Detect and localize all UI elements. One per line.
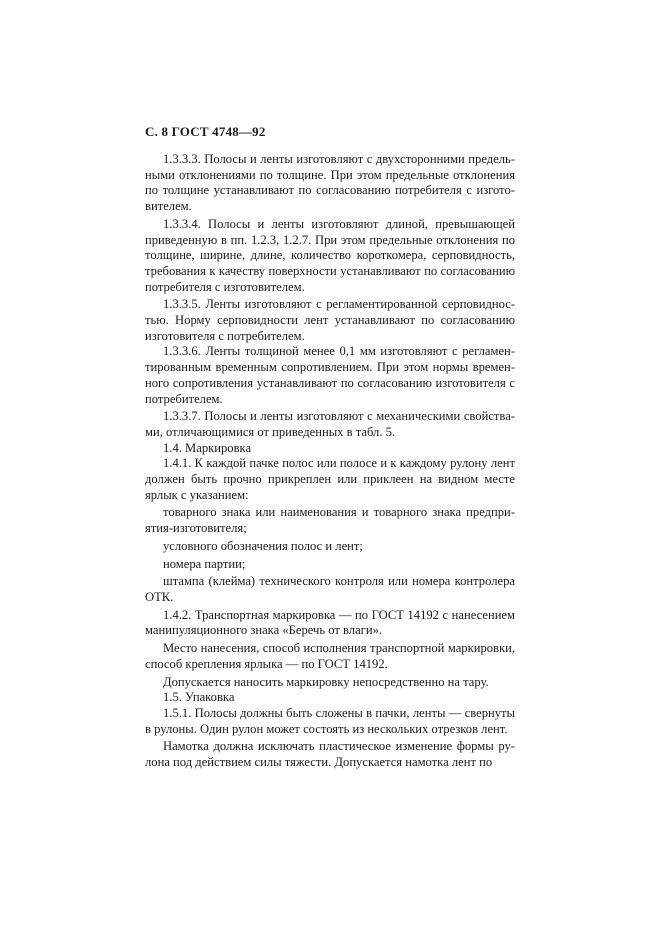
paragraph-1-3-3-4: 1.3.3.4. Полосы и ленты изготовляют длиной, превышающей приведенную в пп. 1.2.3, 1.2.7. При этом предельные отклонения по толщине, ширине, длине, количество короткомера, серповидность, требования к качеству поверхности устанавливают по согласованию потребителя с изготовителем.: [145, 216, 515, 294]
body-text: [145, 152, 515, 771]
paragraph-1-4-1: 1.4.1. К каждой пачке полос или полосе и к каждому рулону лент должен быть прочно прикреплен или приклеен на видном месте ярлык с указанием:: [145, 456, 515, 502]
paragraph-1-3-3-5: 1.3.3.5. Ленты изготовляют с регламентированной серповидностью. Норму серповидности лент устанавливают по согласованию изготовителя с потребителем.: [145, 297, 515, 343]
section-heading-marking: 1.4. Маркировка: [163, 440, 252, 455]
paragraph-direct-marking: Допускается наносить маркировку непосредственно на тару.: [163, 674, 489, 689]
paragraph-marking-place: Место нанесения, способ исполнения транспортной маркировки, способ крепления ярлыка — по ГОСТ 14192.: [145, 641, 515, 671]
paragraph-1-5-1: 1.5.1. Полосы должны быть сложены в пачки, ленты — свернуты в рулоны. Один рулон может состоять из нескольких отрезков лент.: [145, 705, 515, 736]
list-item-designation: условного обозначения полос и лент;: [163, 538, 363, 553]
list-item-batch-number: номера партии;: [163, 556, 246, 571]
paragraph-winding: Намотка должна исключать пластическое изменение формы рулона под действием силы тяжести. Допускается намотка лент по: [145, 739, 515, 770]
paragraph-1-3-3-7: 1.3.3.7. Полосы и ленты изготовляют с механическими свойствами, отличающимися от приведенных в табл. 5.: [145, 409, 515, 439]
paragraph-1-3-3-3: 1.3.3.3. Полосы и ленты изготовляют с двухсторонними предельными отклонениями по толщине. При этом предельные отклонения по толщине устанавливают по согласованию потребителя с изготовителем.: [145, 152, 515, 214]
paragraph-1-3-3-6: 1.3.3.6. Ленты толщиной менее 0,1 мм изготовляют с регламентированным временным сопротивлением. При этом нормы временного сопротивления устанавливают по согласованию изготовителя с потребителем.: [145, 344, 515, 406]
running-head: С. 8 ГОСТ 4748—92: [145, 124, 266, 139]
list-item-stamp: штампа (клейма) технического контроля или номера контролера ОТК.: [145, 574, 515, 604]
list-item-trademark: товарного знака или наименования и товарного знака предприятия-изготовителя;: [145, 505, 515, 536]
paragraph-1-4-2: 1.4.2. Транспортная маркировка — по ГОСТ 14192 с нанесением манипуляционного знака «Беречь от влаги».: [145, 607, 515, 638]
section-heading-packaging: 1.5. Упаковка: [163, 690, 235, 705]
